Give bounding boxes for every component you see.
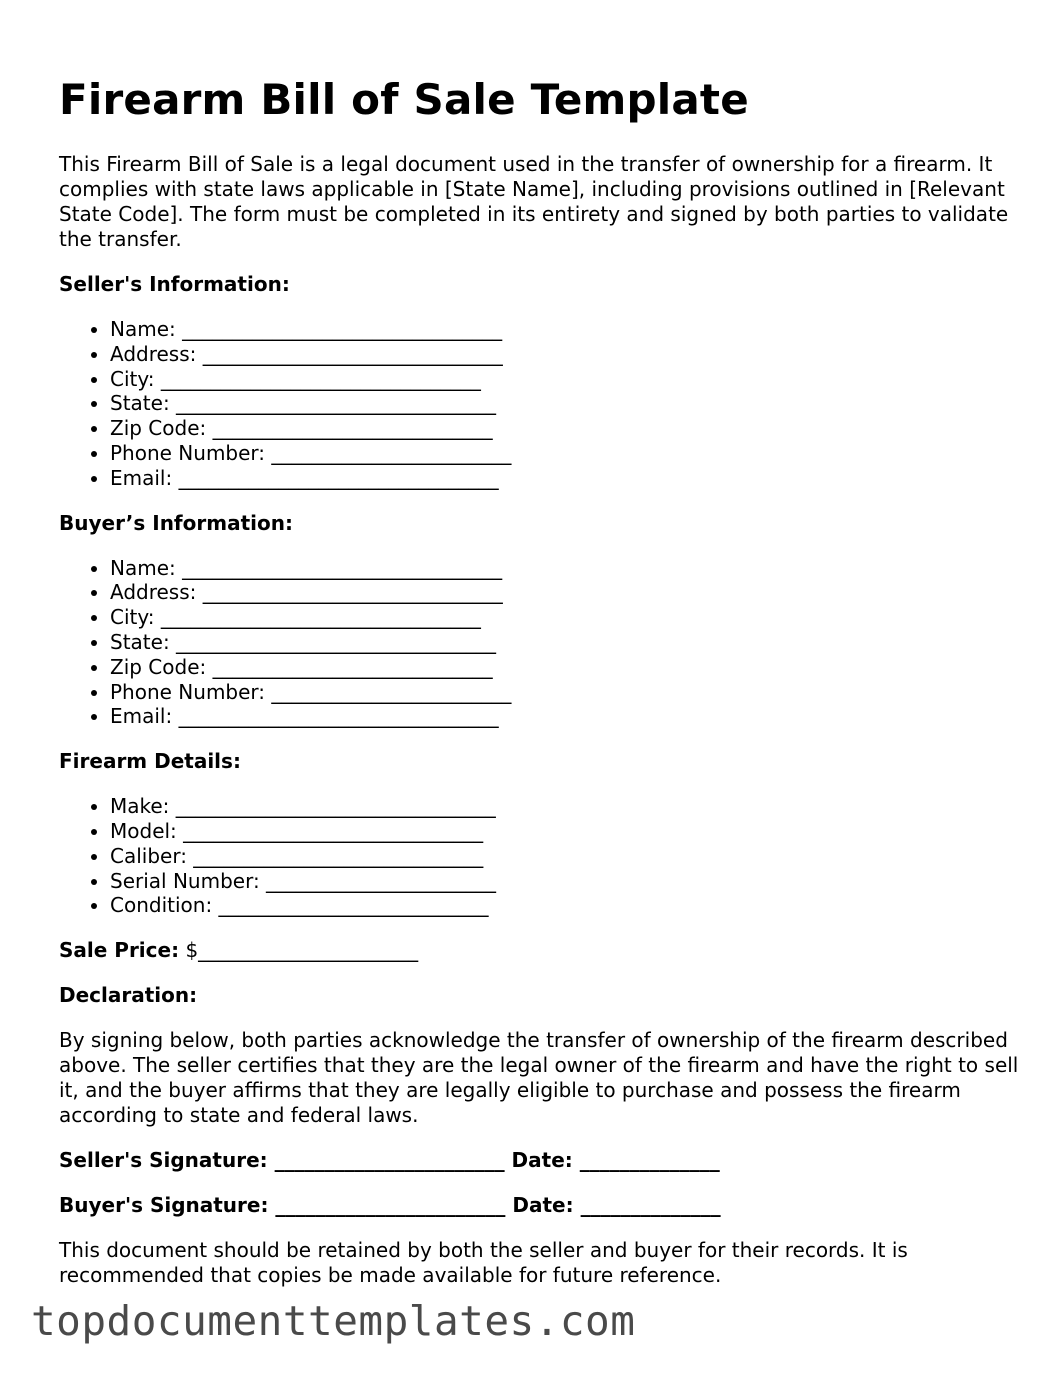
seller-name-field: • Name: ________________________________ xyxy=(110,317,1019,342)
seller-address-field: • Address: ______________________________ xyxy=(110,342,1019,367)
sale-price-label: Sale Price: xyxy=(59,938,180,963)
firearm-condition-field: • Condition: ___________________________ xyxy=(110,893,1019,918)
firearm-caliber-field: • Caliber: _____________________________ xyxy=(110,844,1019,869)
firearm-heading: Firearm Details: xyxy=(59,749,241,774)
buyer-email-field: • Email: ________________________________ xyxy=(110,704,1019,729)
document-page xyxy=(59,72,1019,1308)
seller-city-field: • City: ________________________________ xyxy=(110,367,1019,392)
firearm-serial-field: • Serial Number: _______________________ xyxy=(110,869,1019,894)
firearm-fields-list xyxy=(59,794,1019,918)
buyer-phone-field: • Phone Number: ________________________ xyxy=(110,680,1019,705)
buyer-address-field: • Address: ______________________________ xyxy=(110,580,1019,605)
watermark-text: topdocumenttemplates.com xyxy=(31,1297,636,1345)
sale-price-value: $______________________ xyxy=(185,938,419,963)
buyer-city-field: • City: ________________________________ xyxy=(110,605,1019,630)
seller-email-field: • Email: ________________________________ xyxy=(110,466,1019,491)
seller-fields-list xyxy=(59,317,1019,491)
firearm-make-field: • Make: ________________________________ xyxy=(110,794,1019,819)
document-title: Firearm Bill of Sale Template xyxy=(59,75,749,124)
intro-paragraph: This Firearm Bill of Sale is a legal document used in the transfer of ownership for a firearm. It complies with state laws applicable in [State Name], including provisions outlined in [Relevant State Code]. The form must be completed in its entirety and signed by both parties to validate the transfer. xyxy=(59,152,1009,251)
seller-signature-line: Seller's Signature: _______________________ Date: ______________ xyxy=(59,1148,720,1173)
buyer-signature-line: Buyer's Signature: _______________________ Date: ______________ xyxy=(59,1193,721,1218)
seller-heading: Seller's Information: xyxy=(59,272,290,296)
sale-price-row xyxy=(59,938,1019,963)
firearm-model-field: • Model: ______________________________ xyxy=(110,819,1019,844)
buyer-heading: Buyer’s Information: xyxy=(59,510,293,535)
seller-zip-field: • Zip Code: ____________________________ xyxy=(110,416,1019,441)
declaration-heading: Declaration: xyxy=(59,983,198,1008)
buyer-zip-field: • Zip Code: ____________________________ xyxy=(110,655,1019,680)
buyer-name-field: • Name: ________________________________ xyxy=(110,556,1019,581)
declaration-paragraph: By signing below, both parties acknowledge the transfer of ownership of the firearm described above. The seller certifies that they are the legal owner of the firearm and have the right to sell it, and the buyer affirms that they are legally eligible to purchase and possess the firearm according to state and federal laws. xyxy=(59,1028,1019,1128)
buyer-state-field: • State: ________________________________ xyxy=(110,630,1019,655)
seller-state-field: • State: ________________________________ xyxy=(110,391,1019,416)
seller-phone-field: • Phone Number: ________________________ xyxy=(110,441,1019,466)
closing-paragraph: This document should be retained by both the seller and buyer for their records. It is recommended that copies be made available for future reference. xyxy=(59,1238,908,1288)
buyer-fields-list xyxy=(59,556,1019,730)
